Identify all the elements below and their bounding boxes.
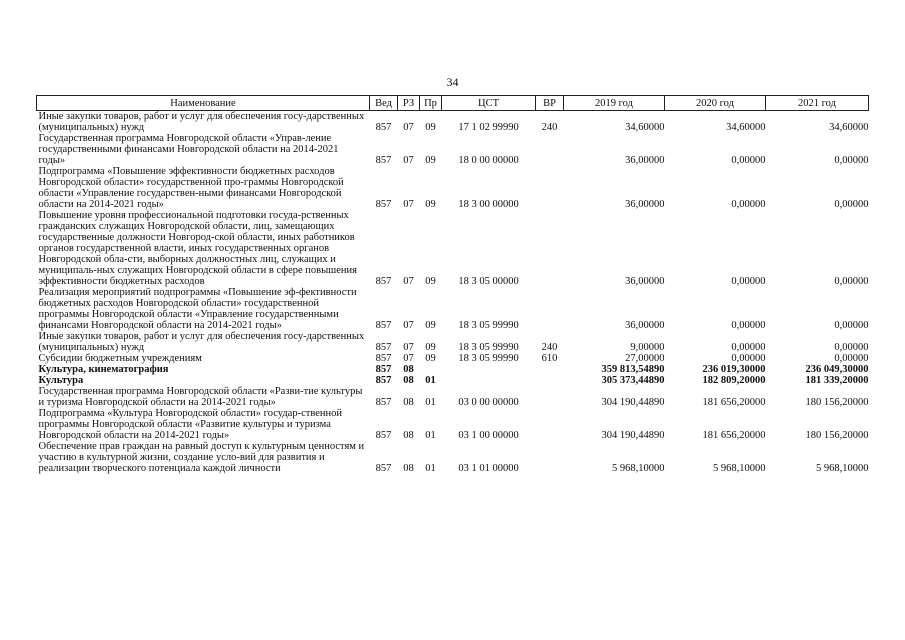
row-value-2019: 34,60000 bbox=[625, 122, 665, 133]
row-value-2021: 5 968,10000 bbox=[816, 463, 869, 474]
row-pr: 01 bbox=[425, 430, 436, 441]
row-vr bbox=[536, 386, 564, 408]
table-row bbox=[37, 353, 869, 364]
table-row bbox=[37, 133, 869, 166]
row-rz: 07 bbox=[403, 320, 414, 331]
row-cst: 18 3 05 99990 bbox=[458, 353, 519, 364]
row-rz: 08 bbox=[403, 364, 414, 375]
row-pr: 09 bbox=[425, 276, 436, 287]
row-cst: 18 3 05 00000 bbox=[458, 276, 519, 287]
row-value-2021: 0,00000 bbox=[834, 342, 869, 353]
row-vr: 240 bbox=[541, 122, 558, 133]
row-value-2020: 34,60000 bbox=[726, 122, 766, 133]
row-value-2019: 305 373,44890 bbox=[601, 375, 665, 386]
row-value-2021: 0,00000 bbox=[834, 199, 869, 210]
table-body bbox=[37, 111, 869, 475]
row-pr: 09 bbox=[425, 199, 436, 210]
row-value-2019: 304 190,44890 bbox=[601, 397, 665, 408]
col-header-name: Наименование bbox=[37, 96, 370, 111]
row-cst: 03 0 00 00000 bbox=[458, 397, 519, 408]
row-cst: 17 1 02 99990 bbox=[458, 122, 519, 133]
row-value-2019: 359 813,54890 bbox=[601, 364, 665, 375]
row-name: Повышение уровня профессиональной подготовки госуда-рственных гражданских служащих Новгородской области, лиц, замещающих государственные должности Новгород-ской области, иных работников органов государственной власти, иных государственных органов Новгородской обла-сти, выборных должностных лиц, служащих и муниципаль-ных служащих Новгородской области в сфере повышения эффективности бюджетных расходов bbox=[38, 210, 357, 287]
row-value-2019: 36,00000 bbox=[625, 155, 665, 166]
row-value-2021: 236 049,30000 bbox=[805, 364, 869, 375]
table-row bbox=[37, 408, 869, 441]
row-ved: 857 bbox=[375, 320, 392, 331]
row-rz: 08 bbox=[403, 430, 414, 441]
row-value-2019: 5 968,10000 bbox=[612, 463, 665, 474]
row-value-2020: 0,00000 bbox=[731, 155, 766, 166]
row-name: Государственная программа Новгородской области «Управ-ление государственными финансами Новгородской области на 2014-2021 годы» bbox=[38, 133, 339, 166]
row-value-2020: 0,00000 bbox=[731, 353, 766, 364]
row-value-2020: 181 656,20000 bbox=[702, 397, 766, 408]
table-row bbox=[37, 386, 869, 408]
row-name: Обеспечение прав граждан на равный доступ к культурным ценностям и участию в культурной жизни, создание усло-вий для развития и реализации творческого потенциала каждой личности bbox=[38, 441, 365, 474]
row-cst: 03 1 01 00000 bbox=[458, 463, 519, 474]
row-vr bbox=[536, 287, 564, 331]
col-header-pr: Пр bbox=[420, 96, 442, 111]
row-name: Культура, кинематография bbox=[38, 364, 169, 375]
row-value-2021: 181 339,20000 bbox=[805, 375, 869, 386]
row-name: Реализация мероприятий подпрограммы «Повышение эф-фективности бюджетных расходов Новгородской области» государственной программы Новгородской области «Управление государственными финансами Новгородской области на 2014-2021 годы» bbox=[38, 287, 357, 331]
row-value-2020: 5 968,10000 bbox=[713, 463, 766, 474]
row-value-2020: 182 809,20000 bbox=[702, 375, 766, 386]
row-pr: 01 bbox=[425, 375, 436, 386]
row-cst bbox=[442, 364, 536, 375]
row-vr bbox=[536, 408, 564, 441]
row-value-2019: 36,00000 bbox=[625, 320, 665, 331]
row-rz: 08 bbox=[403, 397, 414, 408]
page-number: 34 bbox=[446, 75, 459, 89]
row-pr bbox=[420, 364, 442, 375]
row-ved: 857 bbox=[375, 353, 392, 364]
row-cst: 18 3 05 99990 bbox=[458, 342, 519, 353]
budget-table bbox=[36, 95, 869, 474]
row-vr bbox=[536, 441, 564, 474]
row-value-2021: 0,00000 bbox=[834, 320, 869, 331]
row-cst: 18 3 05 99990 bbox=[458, 320, 519, 331]
row-ved: 857 bbox=[375, 276, 392, 287]
row-ved: 857 bbox=[375, 397, 392, 408]
row-value-2021: 0,00000 bbox=[834, 155, 869, 166]
table-row bbox=[37, 210, 869, 287]
table-row bbox=[37, 331, 869, 353]
row-pr: 01 bbox=[425, 397, 436, 408]
row-value-2020: 181 656,20000 bbox=[702, 430, 766, 441]
row-vr: 240 bbox=[541, 342, 558, 353]
table-row bbox=[37, 166, 869, 210]
row-ved: 857 bbox=[375, 364, 392, 375]
row-vr bbox=[536, 133, 564, 166]
col-header-vr: ВР bbox=[536, 96, 564, 111]
row-vr bbox=[536, 166, 564, 210]
row-rz: 07 bbox=[403, 342, 414, 353]
table-row bbox=[37, 375, 869, 386]
row-name: Культура bbox=[38, 375, 84, 386]
table-row bbox=[37, 287, 869, 331]
row-pr: 09 bbox=[425, 320, 436, 331]
row-rz: 07 bbox=[403, 155, 414, 166]
row-cst: 03 1 00 00000 bbox=[458, 430, 519, 441]
row-value-2021: 180 156,20000 bbox=[805, 397, 869, 408]
row-name: Субсидии бюджетным учреждениям bbox=[38, 353, 202, 364]
col-header-2020: 2020 год bbox=[665, 96, 766, 111]
row-pr: 09 bbox=[425, 342, 436, 353]
row-ved: 857 bbox=[375, 375, 392, 386]
table-row bbox=[37, 441, 869, 474]
row-value-2020: 0,00000 bbox=[731, 342, 766, 353]
row-ved: 857 bbox=[375, 342, 392, 353]
row-value-2020: 0,00000 bbox=[731, 320, 766, 331]
row-value-2019: 304 190,44890 bbox=[601, 430, 665, 441]
col-header-2019: 2019 год bbox=[564, 96, 665, 111]
table-header-row bbox=[37, 96, 869, 111]
row-pr: 09 bbox=[425, 122, 436, 133]
row-ved: 857 bbox=[375, 155, 392, 166]
row-value-2020: 0,00000 bbox=[731, 276, 766, 287]
row-cst bbox=[442, 375, 536, 386]
row-value-2019: 36,00000 bbox=[625, 276, 665, 287]
row-name: Подпрограмма «Повышение эффективности бюджетных расходов Новгородской области» государственной про-граммы Новгородской области «Управление государствен-ными финансами Новгородской области на 2014-2021 годы» bbox=[38, 166, 344, 210]
row-ved: 857 bbox=[375, 199, 392, 210]
row-name: Подпрограмма «Культура Новгородской области» государ-ственной программы Новгородской области «Развитие культуры и туризма Новгородской области на 2014-2021 годы» bbox=[38, 408, 342, 441]
row-value-2021: 0,00000 bbox=[834, 353, 869, 364]
row-ved: 857 bbox=[375, 430, 392, 441]
col-header-rz: РЗ bbox=[398, 96, 420, 111]
row-name: Государственная программа Новгородской области «Разви-тие культуры и туризма Новгородской области на 2014-2021 годы» bbox=[38, 386, 363, 408]
row-name: Иные закупки товаров, работ и услуг для обеспечения госу-дарственных (муниципальных) нужд bbox=[38, 331, 365, 353]
row-cst: 18 0 00 00000 bbox=[458, 155, 519, 166]
col-header-2021: 2021 год bbox=[766, 96, 869, 111]
row-name: Иные закупки товаров, работ и услуг для обеспечения госу-дарственных (муниципальных) нужд bbox=[38, 111, 365, 133]
col-header-cst: ЦСТ bbox=[442, 96, 536, 111]
row-vr bbox=[536, 364, 564, 375]
row-rz: 07 bbox=[403, 353, 414, 364]
row-value-2019: 9,00000 bbox=[630, 342, 665, 353]
row-value-2020: 236 019,30000 bbox=[702, 364, 766, 375]
row-cst: 18 3 00 00000 bbox=[458, 199, 519, 210]
table-row bbox=[37, 111, 869, 134]
row-pr: 01 bbox=[425, 463, 436, 474]
row-value-2019: 27,00000 bbox=[625, 353, 665, 364]
col-header-ved: Вед bbox=[370, 96, 398, 111]
row-value-2021: 34,60000 bbox=[829, 122, 869, 133]
table-row bbox=[37, 364, 869, 375]
row-value-2021: 0,00000 bbox=[834, 276, 869, 287]
row-pr: 09 bbox=[425, 353, 436, 364]
row-value-2020: 0,00000 bbox=[731, 199, 766, 210]
row-vr: 610 bbox=[541, 353, 558, 364]
row-ved: 857 bbox=[375, 463, 392, 474]
row-rz: 07 bbox=[403, 199, 414, 210]
row-rz: 08 bbox=[403, 375, 414, 386]
row-value-2021: 180 156,20000 bbox=[805, 430, 869, 441]
row-rz: 08 bbox=[403, 463, 414, 474]
row-vr bbox=[536, 375, 564, 386]
row-pr: 09 bbox=[425, 155, 436, 166]
row-rz: 07 bbox=[403, 122, 414, 133]
row-rz: 07 bbox=[403, 276, 414, 287]
row-ved: 857 bbox=[375, 122, 392, 133]
row-vr bbox=[536, 210, 564, 287]
row-value-2019: 36,00000 bbox=[625, 199, 665, 210]
